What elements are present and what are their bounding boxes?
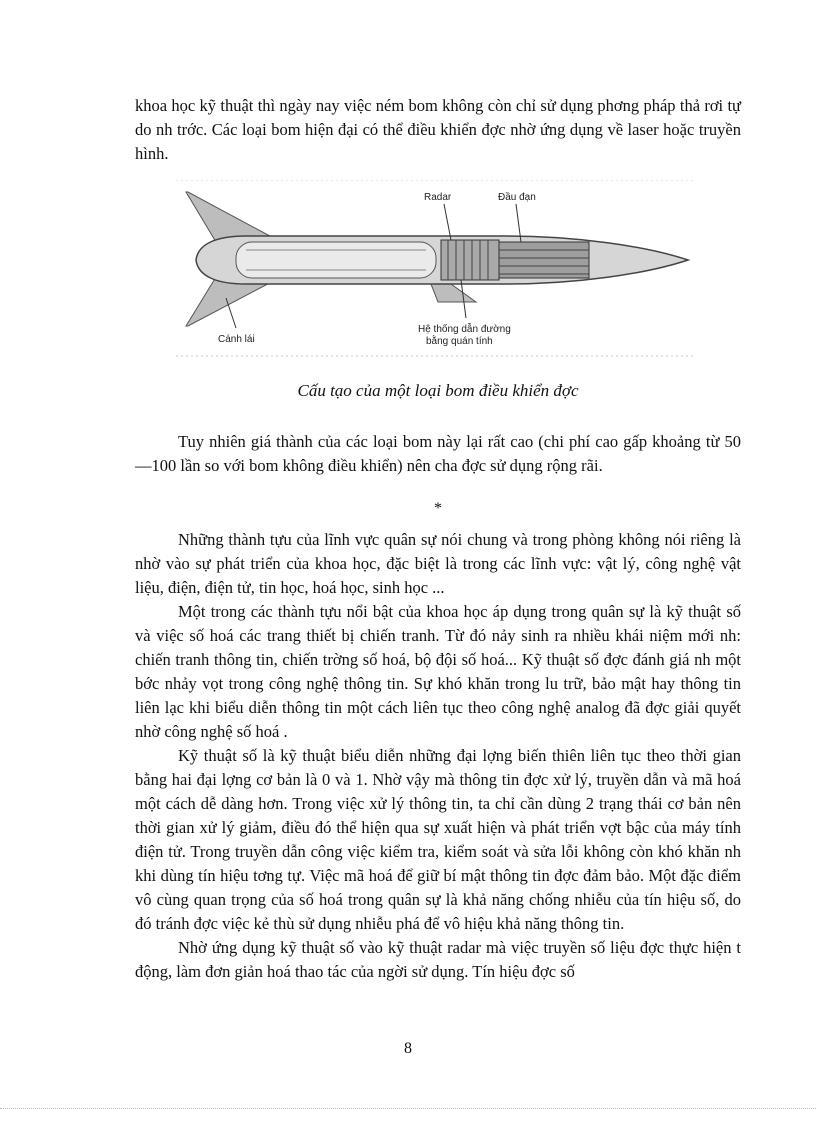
cost-text: Tuy nhiên giá thành của các loại bom này lại rất cao (chi phí cao gấp khoảng từ 50 —100 lần so với bom không điều khiển) nên cha đợc sử dụng rộng rãi. [135,432,741,475]
page-number: 8 [404,1040,412,1057]
body-paragraph: Những thành tựu của lĩnh vực quân sự nói chung và trong phòng không nói riêng là nhờ vào sự phát triển của khoa học, đặc biệt là trong các lĩnh vực: vật lý, công nghệ vật liệu, điện, điện tử, tin học, hoá học, sinh học ... [135,530,741,597]
cost-paragraph [135,430,741,478]
inner-cylinder [236,242,436,278]
figure-caption: Cấu tạo của một loại bom điều khiển đợc [297,381,579,400]
warhead-section [499,242,589,278]
fin-label: Cánh lái [218,334,255,345]
section-separator: * [434,500,442,517]
bottom-divider [0,1108,816,1109]
body-section [135,528,741,984]
guidance-section [441,240,499,280]
guidance-label-line1: Hệ thống dẫn đường [418,324,511,335]
intro-paragraph [135,94,741,166]
guided-bomb-figure [176,180,696,360]
guidance-label-line2: bằng quán tính [426,336,493,347]
body-paragraph: Kỹ thuật số là kỹ thuật biểu diễn những đại lợng biến thiên liên tục theo thời gian bằng hai đại lợng cơ bản là 0 và 1. Nhờ vậy mà thông tin đợc xử lý, truyền dẫn và mã hoá một cách dễ dàng hơn. Trong việc xử lý thông tin, ta chỉ cần dùng 2 trạng thái cơ bản nên thời gian xử lý giảm, điều đó thể hiện qua sự xuất hiện và phát triển vợt bậc của máy tính điện tử. Trong truyền dẫn công việc kiểm tra, kiểm soát và sửa lỗi không còn khó khăn nh khi dùng tín hiệu tơng tự. Việc mã hoá để giữ bí mật thông tin đợc đảm bảo. Một đặc điểm vô cùng quan trọng của số hoá trong quân sự là khả năng chống nhiễu của tín hiệu số, do đó tránh đợc việc kẻ thù sử dụng nhiễu phá để vô hiệu khả năng thông tin. [135,746,741,933]
radar-label: Radar [424,192,452,203]
intro-text: khoa học kỹ thuật thì ngày nay việc ném bom không còn chỉ sử dụng phơng pháp thả rơi tự do nh trớc. Các loại bom hiện đại có thể điều khiển đợc nhờ ứng dụng về laser hoặc truyền hình. [135,96,741,163]
upper-tail-fin [186,192,281,242]
body-paragraph: Một trong các thành tựu nổi bật của khoa học áp dụng trong quân sự là kỹ thuật số và việc số hoá các trang thiết bị chiến tranh. Từ đó nảy sinh ra nhiều khái niệm mới nh: chiến tranh thông tin, chiến trờng số hoá, bộ đội số hoá... Kỹ thuật số đợc đánh giá nh một bớc nhảy vọt trong công nghệ thông tin. Sự khó khăn trong lu trữ, bảo mật hay thông tin liên lạc khi biểu diễn thông tin một cách liên tục theo công nghệ analog đã đợc giải quyết nhờ công nghệ số hoá . [135,602,741,741]
guided-bomb-diagram [176,180,696,360]
body-paragraph: Nhờ ứng dụng kỹ thuật số vào kỹ thuật radar mà việc truyền số liệu đợc thực hiện t động, làm đơn giản hoá thao tác của ngời sử dụng. Tín hiệu đợc số [135,938,741,981]
warhead-label: Đầu đạn [498,192,536,203]
lower-canard [431,284,476,302]
